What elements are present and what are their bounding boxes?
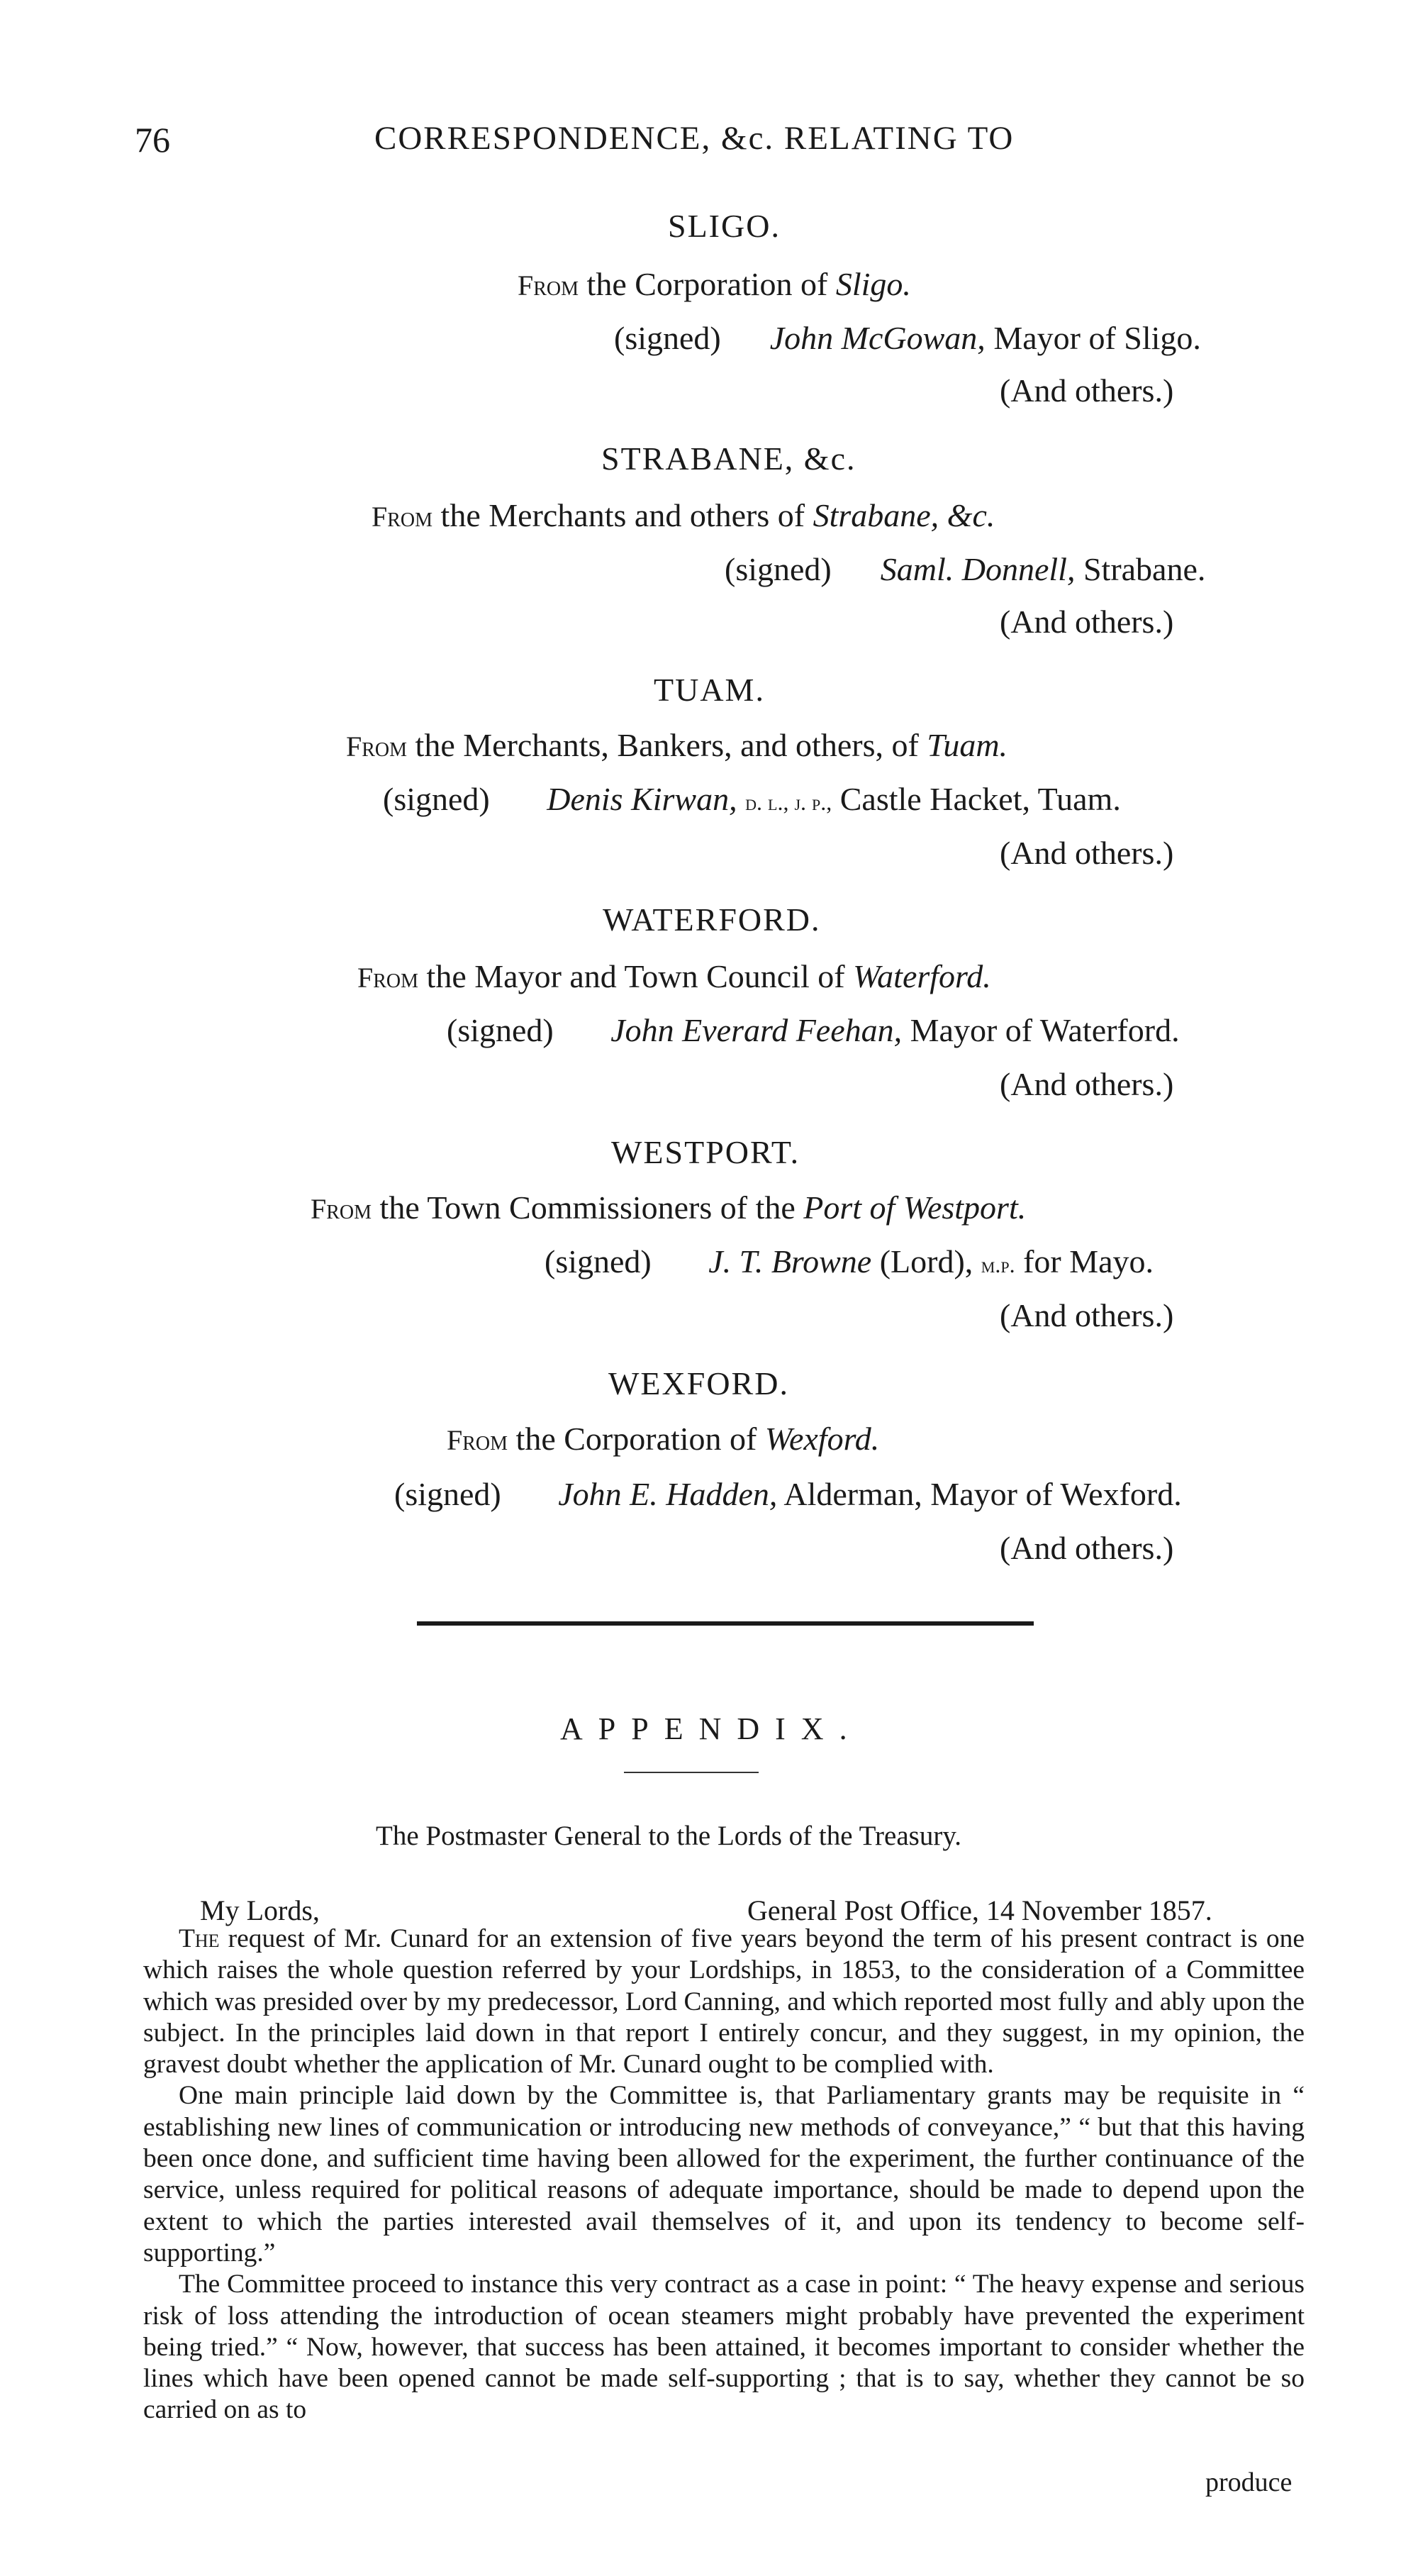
from-line: From the Merchants and others of Strabane, &c. [372, 497, 995, 533]
appendix-rule [624, 1772, 759, 1773]
signed-line: (signed) John McGowan, Mayor of Sligo. [614, 320, 1201, 356]
appendix-title: APPENDIX. [560, 1711, 863, 1746]
section-heading: WESTPORT. [611, 1134, 800, 1170]
from-line: From the Mayor and Town Council of Waterford. [357, 958, 991, 994]
letter-body [143, 1923, 1305, 2426]
section-heading: WATERFORD. [603, 901, 821, 938]
signed-line: (signed) John Everard Feehan, Mayor of Waterford. [447, 1012, 1180, 1048]
signed-line: (signed) J. T. Browne (Lord), m.p. for Mayo. [545, 1243, 1154, 1279]
from-line: From the Corporation of Sligo. [518, 266, 911, 302]
page-number: 76 [135, 120, 170, 160]
section-divider [417, 1621, 1034, 1626]
paragraph: The Committee proceed to instance this very contract as a case in point: “ The heavy expense and serious risk of loss attending the introduction of ocean steamers might probably have prevented the experiment being tried.” “ Now, however, that success has been attained, it becomes important to consider whether the lines which have been opened cannot be made self-supporting ; that is to say, whether they cannot be so carried on as to [143, 2270, 1305, 2425]
and-others: (And others.) [1000, 835, 1174, 871]
and-others: (And others.) [1000, 604, 1174, 640]
section-heading: WEXFORD. [608, 1365, 789, 1401]
salutation: My Lords, [200, 1894, 320, 1926]
catchword: produce [1205, 2467, 1293, 2497]
section-heading: STRABANE, &c. [601, 440, 856, 477]
from-line: From the Corporation of Wexford. [447, 1421, 880, 1457]
paragraph: The request of Mr. Cunard for an extension of five years beyond the term of his present contract is one which raises the whole question referred by your Lordships, in 1853, to the consideration of a Committee which was presided over by my predecessor, Lord Canning, and which reported most fully and ably upon the subject. In the principles laid down in that report I entirely concur, and they suggest, in my opinion, the gravest doubt whether the application of Mr. Cunard ought to be complied with. [143, 1924, 1305, 2080]
appendix-subtitle: The Postmaster General to the Lords of the Treasury. [376, 1821, 962, 1851]
paragraph: One main principle laid down by the Committee is, that Parliamentary grants may be requisite in “ establishing new lines of communication or introducing new methods of conveyance,” “ but that this having been once done, and sufficient time having been allowed for the experiment, the further continuance of the service, unless required for political reasons of adequate importance, should be made to depend upon the extent to which the parties interested avail themselves of it, and upon its tendency to become self-supporting.” [143, 2081, 1305, 2267]
and-others: (And others.) [1000, 372, 1174, 409]
from-line: From the Merchants, Bankers, and others, of Tuam. [346, 727, 1008, 763]
section-heading: TUAM. [654, 672, 765, 708]
and-others: (And others.) [1000, 1530, 1174, 1566]
and-others: (And others.) [1000, 1297, 1174, 1333]
signed-line: (signed) Denis Kirwan, d. l., j. p., Castle Hacket, Tuam. [383, 781, 1121, 817]
signed-line: (signed) John E. Hadden, Alderman, Mayor of Wexford. [394, 1476, 1182, 1512]
signed-line: (signed) Saml. Donnell, Strabane. [725, 551, 1206, 587]
and-others: (And others.) [1000, 1066, 1174, 1102]
from-line: From the Town Commissioners of the Port of Westport. [311, 1189, 1027, 1226]
dateline: General Post Office, 14 November 1857. [747, 1894, 1212, 1926]
running-head: CORRESPONDENCE, &c. RELATING TO [374, 120, 1015, 157]
section-heading: SLIGO. [668, 208, 781, 244]
